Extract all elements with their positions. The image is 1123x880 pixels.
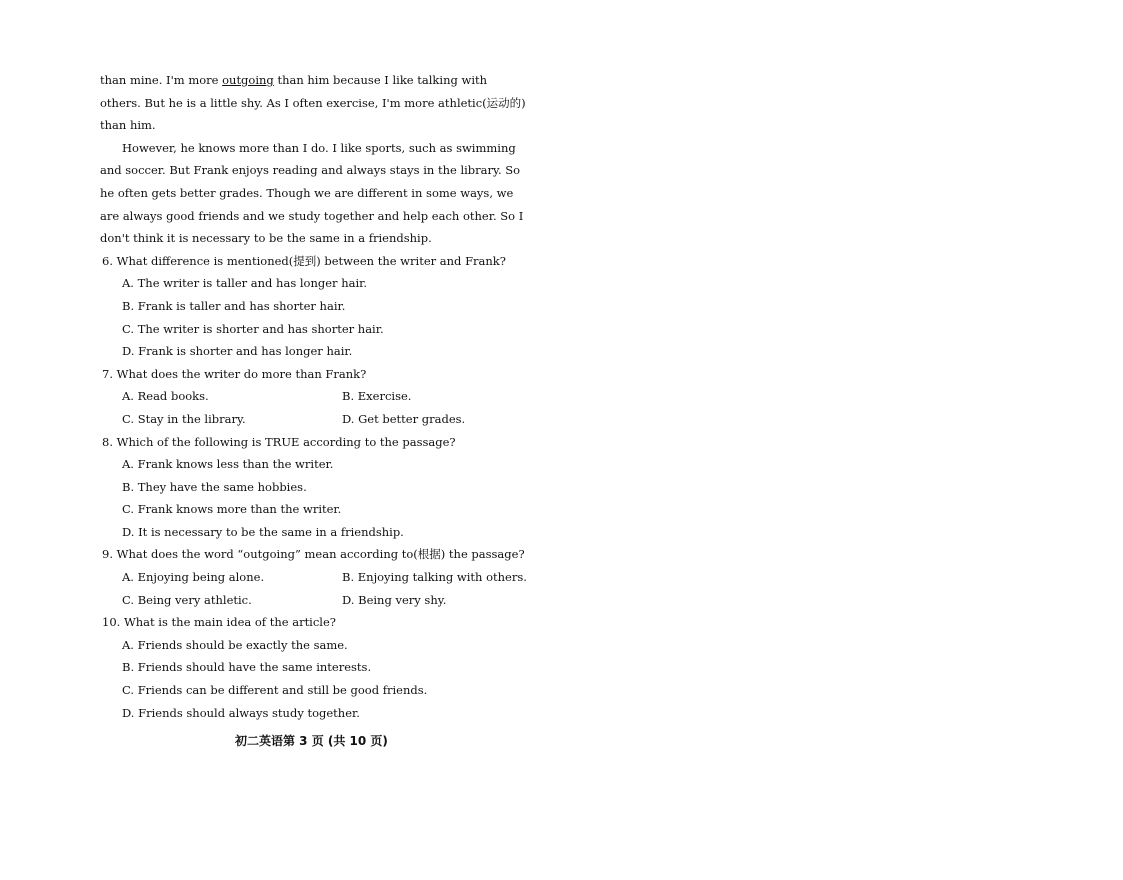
question-stem: 10. What is the main idea of the article? — [102, 615, 336, 630]
option-d[interactable]: D. Get better grades. — [342, 411, 466, 426]
option-c[interactable]: C. Frank knows more than the writer. — [122, 502, 342, 517]
left-column — [100, 69, 530, 724]
page-footer-left: 初二英语第 3 页 (共 10 页) — [235, 734, 388, 748]
question-9 — [100, 543, 530, 611]
option-b[interactable]: B. Frank is taller and has shorter hair. — [122, 298, 346, 313]
option-d[interactable]: D. Being very shy. — [342, 592, 447, 607]
underlined-word-outgoing: outgoing — [222, 73, 274, 87]
question-8 — [100, 431, 530, 544]
question-stem: 7. What does the writer do more than Frank? — [102, 366, 367, 381]
option-row — [100, 385, 530, 408]
option-d[interactable]: D. Friends should always study together. — [122, 705, 360, 720]
passage-text: than mine. I'm more — [100, 73, 223, 87]
option-b[interactable]: B. Exercise. — [342, 389, 412, 404]
question-stem: 9. What does the word “outgoing” mean according to(根据) the passage? — [102, 547, 525, 562]
option-a[interactable]: A. Enjoying being alone. — [122, 570, 265, 585]
option-b[interactable]: B. Friends should have the same interests. — [122, 660, 372, 675]
question-6 — [100, 250, 530, 363]
option-a[interactable]: A. Friends should be exactly the same. — [122, 637, 348, 652]
option-row — [100, 566, 530, 589]
option-b[interactable]: B. Enjoying talking with others. — [342, 570, 527, 585]
option-d[interactable]: D. Frank is shorter and has longer hair. — [122, 344, 353, 359]
option-d[interactable]: D. It is necessary to be the same in a friendship. — [122, 524, 404, 539]
passage-text: than him because I like talking with others. But he is a little shy. As I often exercise, I'm more athletic(运动的) than him. — [100, 73, 526, 133]
option-c[interactable]: C. Being very athletic. — [122, 592, 252, 607]
question-10 — [100, 611, 530, 724]
option-c[interactable]: C. Stay in the library. — [122, 411, 246, 426]
passage-paragraph: However, he knows more than I do. I like sports, such as swimming and soccer. But Frank enjoys reading and always stays in the library. So he often gets better grades. Though we are different in some ways, we are always good friends and we study together and help each other. So I don't think it is necessary to be the same in a friendship. — [100, 140, 524, 246]
right-page — [560, 0, 1123, 793]
question-stem: 8. Which of the following is TRUE according to the passage? — [102, 434, 456, 449]
question-7 — [100, 363, 530, 431]
option-b[interactable]: B. They have the same hobbies. — [122, 479, 307, 494]
option-c[interactable]: C. Friends can be different and still be good friends. — [122, 683, 428, 698]
option-a[interactable]: A. Read books. — [122, 389, 209, 404]
left-page — [0, 0, 560, 793]
passage-b-tail — [100, 69, 530, 137]
question-stem: 6. What difference is mentioned(提到) between the writer and Frank? — [102, 253, 506, 268]
option-row — [100, 408, 530, 431]
option-a[interactable]: A. The writer is taller and has longer hair. — [122, 276, 368, 291]
option-a[interactable]: A. Frank knows less than the writer. — [122, 457, 334, 472]
option-c[interactable]: C. The writer is shorter and has shorter hair. — [122, 321, 384, 336]
option-row — [100, 589, 530, 612]
